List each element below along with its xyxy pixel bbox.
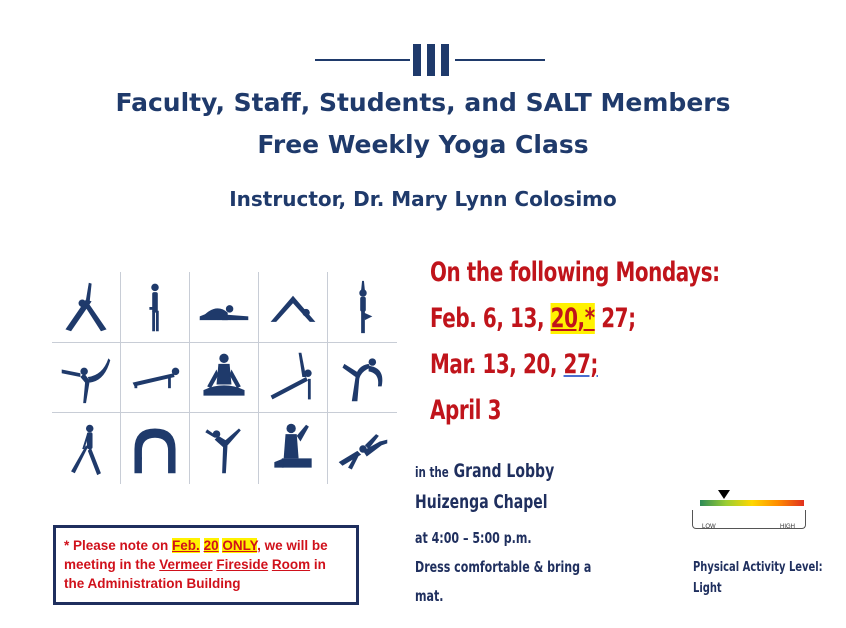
location-in-the: in the	[415, 465, 449, 481]
feb-highlight-date: 20,*	[550, 303, 595, 334]
yoga-pose-seated-icon	[259, 413, 328, 484]
activity-meter	[688, 488, 813, 543]
class-time: at 4:00 – 5:00 p.m.	[415, 529, 532, 547]
yoga-pose-wheel-icon	[121, 413, 190, 484]
college-logo-icon	[413, 44, 449, 76]
activity-meter-bar	[700, 500, 804, 506]
yoga-pose-side-plank-icon	[259, 343, 328, 414]
feb-dates-end: 27;	[594, 303, 636, 334]
yoga-pose-dancer-icon	[52, 343, 121, 414]
mar-dates: Mar. 13, 20,	[430, 349, 564, 380]
note-text-1: * Please note on	[64, 538, 173, 553]
note-text-2: , we will be meeting in the	[64, 538, 328, 572]
note-room-3: Room	[271, 557, 311, 572]
yoga-pose-lotus-icon	[190, 343, 259, 414]
page-title: Faculty, Staff, Students, and SALT Members	[115, 88, 731, 117]
note-date-month: Feb.	[172, 538, 200, 553]
yoga-pose-standing-icon	[121, 272, 190, 343]
dress-note: Dress comfortable & bring a	[415, 558, 592, 576]
yoga-pose-standing-stretch-icon	[190, 413, 259, 484]
yoga-pose-warrior-icon	[52, 413, 121, 484]
yoga-pose-plank-icon	[121, 343, 190, 414]
activity-level-value: Light	[693, 581, 722, 596]
location-line1	[415, 460, 554, 482]
yoga-poses-grid	[52, 272, 397, 484]
note-text-3: in the Administration Building	[64, 557, 326, 591]
schedule-march	[430, 349, 598, 380]
note-date-day: 20	[203, 538, 219, 553]
schedule-february	[430, 303, 636, 334]
schedule-april: April 3	[430, 395, 502, 426]
yoga-pose-plow-icon	[190, 272, 259, 343]
instructor-name: Instructor, Dr. Mary Lynn Colosimo	[229, 187, 617, 211]
yoga-pose-triangle-icon	[52, 272, 121, 343]
note-only: ONLY	[222, 538, 258, 553]
note-room-1: Vermeer	[159, 557, 213, 572]
yoga-pose-backbend-icon	[328, 343, 397, 414]
page-subtitle: Free Weekly Yoga Class	[257, 130, 589, 159]
note-room-2: Fireside	[216, 557, 269, 572]
schedule-heading: On the following Mondays:	[430, 257, 720, 288]
meter-low-label: LOW	[702, 524, 716, 530]
dress-note-end: mat.	[415, 587, 444, 605]
yoga-pose-side-lunge-icon	[328, 413, 397, 484]
activity-meter-pointer-icon	[718, 490, 730, 499]
location-place: Grand Lobby	[453, 460, 555, 482]
logo-line-left	[315, 59, 410, 61]
yoga-pose-tree-icon	[328, 272, 397, 343]
meter-high-label: HIGH	[780, 524, 795, 530]
feb-dates: Feb. 6, 13,	[430, 303, 551, 334]
mar-dates-end: 27;	[563, 349, 598, 380]
activity-level-label: Physical Activity Level:	[693, 560, 823, 575]
logo-line-right	[455, 59, 545, 61]
note-box	[53, 525, 359, 605]
yoga-pose-downward-dog-icon	[259, 272, 328, 343]
location-line2: Huizenga Chapel	[415, 491, 548, 513]
